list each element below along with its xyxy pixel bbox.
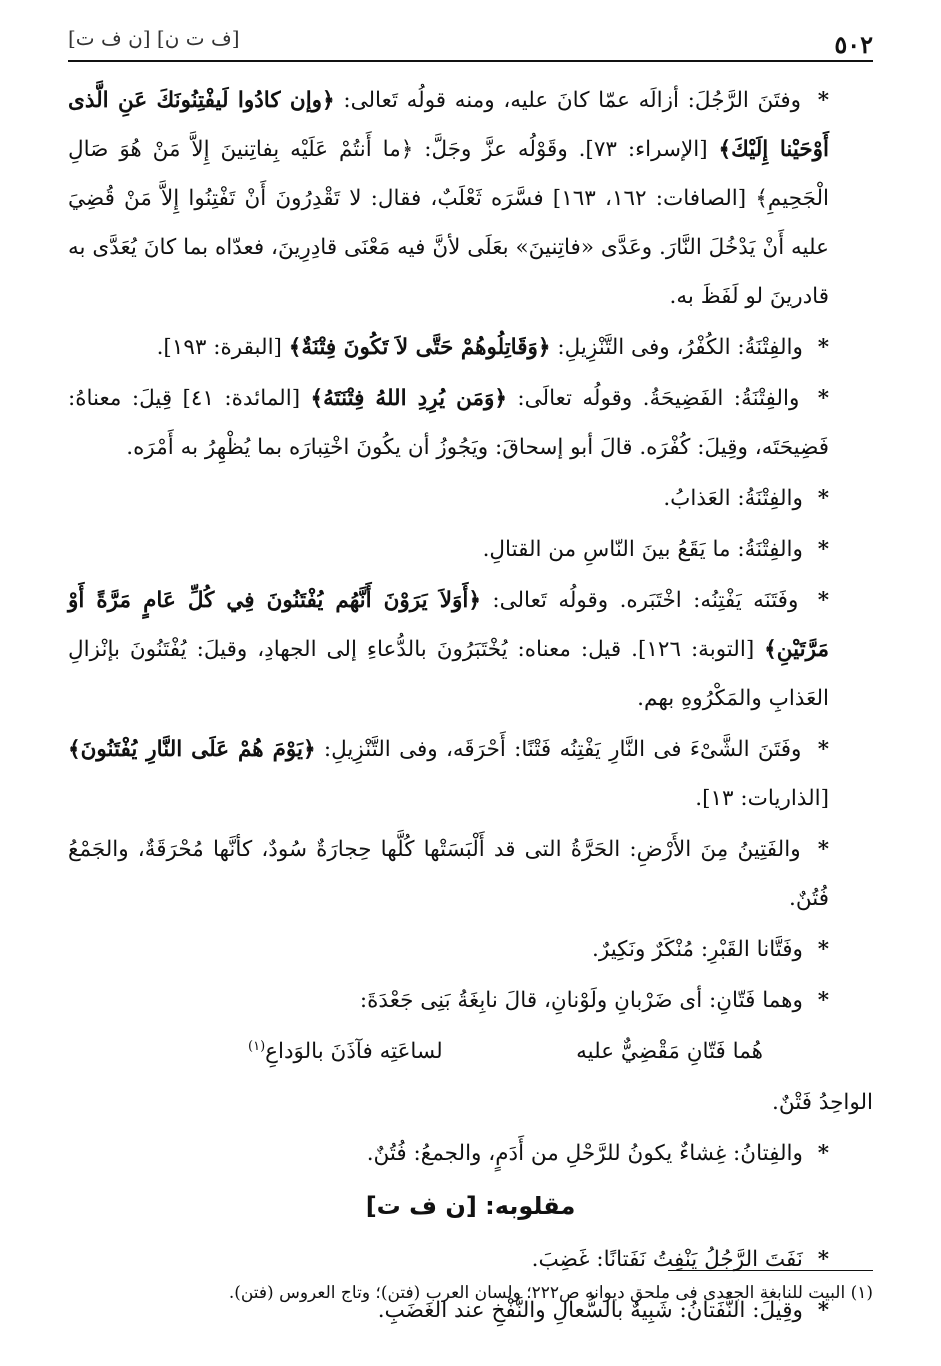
quran-quote: ﴿أَوَلاَ يَرَوْنَ أَنَّهُم يُفْتَنُونَ فِي كُلِّ عَامٍ مَرَّةً أَوْ مَرَّتَيْنِ﴾ [68,588,829,662]
footnote-reference[interactable]: (١) [248,1038,266,1054]
entry-text: والفَتِينُ مِنَ الأَرْضِ: الحَرَّةُ التى قد أَلْبَسَتْها كُلَّها حِجارَةٌ سُودٌ، كأنَّها مُحْرَقَةٌ، والجَمْعُ فُتُنٌ. [68,837,829,911]
entry-text: وفتَنَ الرَّجُلَ: أزالَه عمّا كانَ عليه، ومنه قولُه تَعالى: [343,88,802,113]
verse-first-hemistich: هُما فَتّانِ مَقْضِيٌّ عليه [576,1039,763,1064]
entry-text-continued: [الذاريات: ١٣]. [695,786,829,811]
entry-text: وفَتَنَه يَفْتِنُه: اخْتَبَره. وقولُه تَعالى: [492,588,799,613]
entry-paragraph [68,374,873,472]
entry-text: والفِتْنَةُ: الكُفْرُ، وفى التَّنْزِيلِ: [557,335,803,360]
entry-paragraph [68,76,873,321]
entry-paragraph [68,474,873,523]
entry-marker: * [817,1141,829,1166]
entry-marker: * [817,486,829,511]
entry-marker: * [817,386,829,411]
footnote-rule [668,1270,873,1271]
entry-text-continued: [الإسراء: ٧٣]. وقَوْلُه عزَّ وجَلَّ: ﴿ما أَنتُمْ عَلَيْه بِفاتِنينَ إِلاَّ مَنْ هُوَ صَالِ الْجَحِيمِ﴾ [الصافات: ١٦٢، ١٦٣] فسَّرَه ثَعْلَبٌ، فقال: لا تَقْدِرُونَ أَنْ تَفْتِنُوا إِلاَّ مَنْ قُضِيَ عليه أَنْ يَدْخُلَ النَّارَ. وعَدَّى «فاتِنينَ» بعَلَى لأنَّ فيه مَعْنَى قادِرِينَ، فعدّاه بما كانَ يُعَدَّى به قادرينَ لو لَفَظَ به. [68,137,829,309]
entry-paragraph [68,576,873,723]
entry-text: نَفَتَ الرَّجُلُ يَنْفِتُ نَفَتانًا: غَضِبَ. [531,1247,803,1272]
entry-marker: * [817,988,829,1013]
entry-text: والفِتْنَةُ: الفَضِيحَةُ. وقولُه تعالَى: [517,386,800,411]
entry-paragraph [68,825,873,923]
footnote: (١) البيت للنابغة الجعدى فى ملحق ديوانه ص٢٢٢؛ ولسان العرب (فتن)؛ وتاج العروس (فتن). [228,1283,873,1303]
entry-marker: * [817,837,829,862]
footnotes [68,1278,873,1308]
quran-quote: ﴿يَوْمَ هُمْ عَلَى النَّارِ يُفْتَنُونَ﴾ [68,737,316,762]
entry-marker: * [817,1247,829,1272]
poetry-verse [68,1027,873,1076]
entry-text: والفِتْنَةُ: ما يَقَعُ بينَ النّاسِ من القتالِ. [482,537,803,562]
entry-paragraph [68,1078,873,1127]
header-rule [68,60,873,62]
entry-text-continued: [البقرة: ١٩٣]. [156,335,282,360]
entry-marker: * [817,335,829,360]
entry-text: وفَتَّانا القَبْرِ: مُنْكَرٌ ونَكِيرٌ. [592,937,803,962]
entry-paragraph [68,1235,873,1284]
entry-paragraph [68,525,873,574]
entry-marker: * [817,588,829,613]
entry-paragraph [68,976,873,1025]
entry-text: وهما فَتّانِ: أى ضَرْبانِ ولَوْنانِ، قالَ نابِغَةُ بَنِى جَعْدَةَ: [359,988,803,1013]
entry-marker: * [817,1298,829,1323]
entry-text: وفَتَنَ الشَّىْءَ فى النَّارِ يَفْتِنُه فَتْنًا: أَحْرَقَه، وفى التَّنْزِيلِ: [323,737,802,762]
entry-text: والفِتْنَةُ: العَذابُ. [663,486,803,511]
entry-paragraph [68,725,873,823]
entry-marker: * [817,88,829,113]
page-header [68,22,873,62]
quran-quote: ﴿وإن كادُوا لَيفْتِنُونَكَ عَنِ الَّذى أَوْحَيْنا إِلَيْكَ﴾ [68,88,829,162]
entry-marker: * [817,537,829,562]
verse-second-hemistich [248,1027,443,1076]
entry-marker: * [817,737,829,762]
entry-text-continued: [التوبة: ١٢٦]. قيل: معناه: يُخْتَبَرُونَ بالدُّعاءِ إلى الجهادِ، وقيلَ: يُفْتَنُونَ بإنْزالِ العَذابِ والمَكْرُوهِ بهم. [68,637,829,711]
entry-text: الواحِدُ فَتْنٌ. [772,1090,873,1115]
running-head: [ف ت ن] [ن ف ت] [68,26,240,50]
entry-paragraph [68,925,873,974]
entry-paragraph [68,323,873,372]
verse-second-hemistich-text: لساعَتِه فآذَنَ بالوَداعِ [265,1039,443,1064]
section-heading: مقلوبه: [ن ف ت] [365,1192,576,1220]
entry-marker: * [817,937,829,962]
entry-paragraph [68,1129,873,1178]
quran-quote: ﴿وَقَاتِلُوهُمْ حَتَّى لاَ تَكُونَ فِتْنَةٌ﴾ [288,335,551,360]
entry-text: وقِيلَ: النَّفَتانُ: شَبِيهٌ بالسُّعالِ والنَّفْخِ عند الغَضَبِ. [377,1298,803,1323]
quran-quote: ﴿وَمَن يُرِدِ اللهُ فِتْنَتَهُ﴾ [310,386,507,411]
page-number: ٥٠٢ [834,30,873,59]
entry-text-continued: [المائدة: ٤١] قِيلَ: معناهُ: فَضِيحَتَه، وقِيلَ: كُفْرَه. قالَ أبو إسحاقَ: ويَجُوزُ أن يكُونَ اخْتِبارَه بما يُظْهِرُ به أَمْرَه. [68,386,829,460]
entry-text: والفِتانُ: غِشاءٌ يكونُ للرَّحْلِ من أَدَمٍ، والجمعُ: فُتُنٌ. [366,1141,803,1166]
